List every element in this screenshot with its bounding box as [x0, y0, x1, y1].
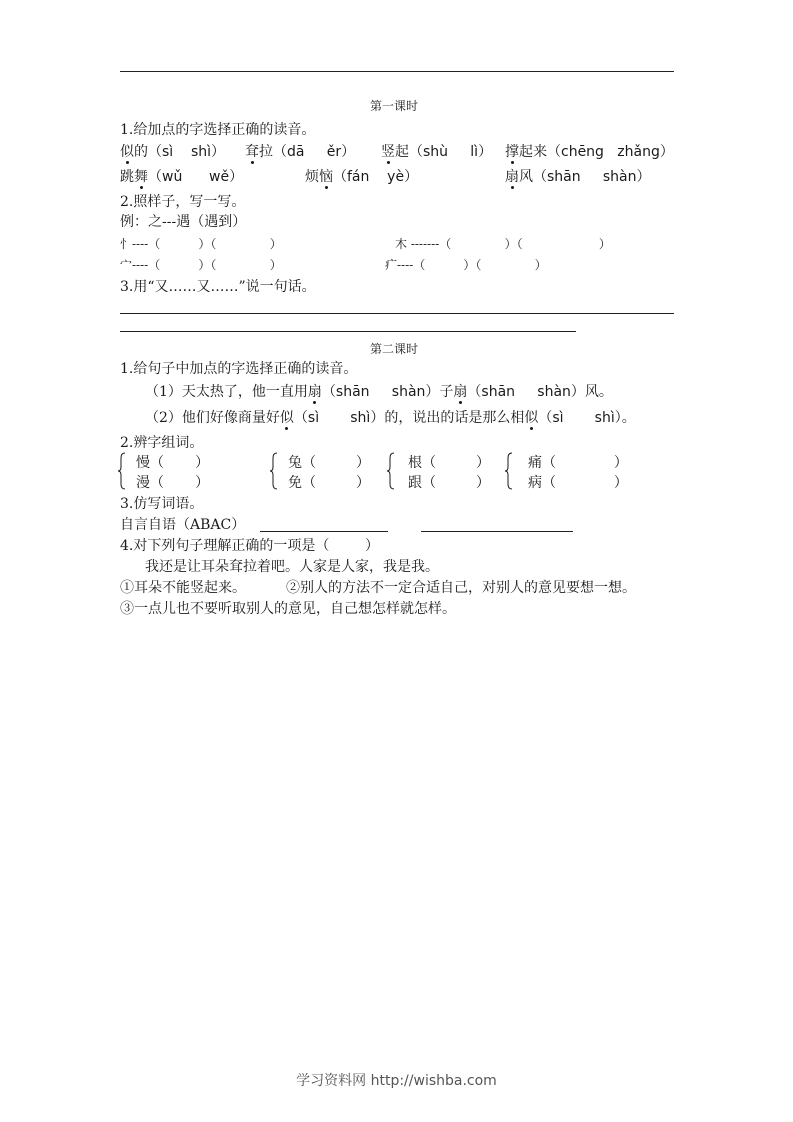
l1q2-row-2: 木 -------（ ）（ ）: [395, 237, 611, 251]
pinyin: fán yè: [347, 169, 405, 185]
answer-line: [120, 313, 674, 314]
l1q1-item-6: [305, 166, 418, 186]
answer-line: [120, 331, 576, 332]
text: 拉（: [259, 144, 287, 160]
text: ）的，说出的话是那么相: [370, 410, 525, 426]
l1q2-row-4: 疒----（ ）（ ）: [385, 258, 547, 272]
l2q2-group4-a: 痛（ ）: [528, 455, 628, 471]
blank-line: [421, 531, 573, 532]
l2q2-group1-b: 漫（ ）: [136, 475, 210, 491]
text: ）子: [425, 384, 454, 400]
lesson1-title: 第一课时: [370, 99, 419, 113]
lesson2-q3-text: 3.仿写词语。: [120, 496, 204, 512]
footer-watermark: 学习资料网 http://wishba.com: [296, 1073, 497, 1089]
pinyin: sì shì: [162, 144, 212, 160]
pinyin: shān shàn: [481, 384, 571, 400]
text: （: [333, 169, 347, 185]
pinyin: shù lì: [423, 144, 479, 160]
text: 起（: [395, 144, 423, 160]
l2q1-sentence-1: [145, 381, 613, 401]
dotted-char: 似: [524, 410, 539, 426]
dotted-char: 扇: [505, 169, 519, 185]
pinyin: chēng zhǎng: [561, 144, 660, 160]
text: ）: [636, 169, 651, 185]
top-rule: [120, 71, 674, 72]
text: （: [467, 384, 482, 400]
l2q2-group2-a: 兔（ ）: [288, 455, 371, 471]
dotted-char: 似: [120, 144, 134, 160]
text: （: [148, 169, 162, 185]
l1q1-item-5: [120, 166, 243, 186]
l2q2-group2-b: 免（ ）: [288, 475, 371, 491]
lesson2-q4-option2: ②别人的方法不一定合适自己，对别人的意见要想一想。: [286, 580, 636, 596]
dotted-char: 恼: [319, 169, 333, 185]
lesson2-q4-option3: ③一点儿也不要听取别人的意见，自己想怎样就怎样。: [120, 601, 456, 617]
l1q1-item-7: [505, 166, 651, 186]
lesson2-q4-text: 4.对下列句子理解正确的一项是（ ）: [120, 538, 379, 554]
brace-icon: [505, 452, 513, 490]
text: 风（: [519, 169, 547, 185]
lesson2-title: 第二课时: [370, 342, 419, 356]
brace-icon: [118, 452, 126, 490]
text: （: [538, 410, 553, 426]
brace-icon: [387, 452, 395, 490]
lesson2-q3-line: 自言自语（ABAC）: [120, 517, 246, 533]
lesson1-q2-example: 例：之---遇（遇到）: [120, 214, 247, 230]
l1q1-item-2: [245, 141, 355, 161]
text: （1）天太热了，他一直用: [145, 384, 308, 400]
text: 的（: [134, 144, 162, 160]
text: （: [321, 384, 336, 400]
l1q2-row-1: 忄----（ ）（ ）: [120, 237, 282, 251]
text: ）: [478, 144, 493, 160]
text: ）: [229, 169, 244, 185]
l2q2-group3-a: 根（ ）: [408, 455, 491, 471]
lesson1-q3-text: 3.用“又……又……”说一句话。: [120, 279, 316, 295]
l1q1-item-3: [381, 141, 492, 161]
l1q2-row-3: 宀----（ ）（ ）: [120, 258, 282, 272]
lesson1-q1-text: 1.给加点的字选择正确的读音。: [120, 122, 316, 138]
text: ）: [341, 144, 356, 160]
dotted-char: 舞: [134, 169, 148, 185]
text: 烦: [305, 169, 319, 185]
lesson2-q2-text: 2.辨字组词。: [120, 435, 204, 451]
l2q2-group1-a: 慢（ ）: [136, 455, 210, 471]
dotted-char: 似: [279, 410, 294, 426]
text: ）。: [614, 410, 636, 426]
l2q1-sentence-2: [145, 407, 636, 427]
dotted-char: 扇: [307, 384, 322, 400]
text: ）: [659, 144, 674, 160]
l2q2-group3-b: 跟（ ）: [408, 475, 491, 491]
text: 跳: [120, 169, 134, 185]
pinyin: wǔ wě: [162, 169, 230, 185]
lesson1-q2-text: 2.照样子，写一写。: [120, 194, 246, 210]
lesson2-q4-option1: ①耳朵不能竖起来。: [120, 580, 246, 596]
dotted-char: 竖: [381, 144, 395, 160]
l1q1-item-1: [120, 141, 225, 161]
blank-line: [260, 531, 388, 532]
pinyin: sì shì: [307, 410, 371, 426]
text: ）风。: [570, 384, 613, 400]
brace-icon: [270, 452, 278, 490]
dotted-char: 扇: [453, 384, 468, 400]
text: ）: [404, 169, 419, 185]
l1q1-item-4: [505, 141, 674, 161]
lesson2-q4-quote: 我还是让耳朵耷拉着吧。人家是人家，我是我。: [145, 559, 439, 575]
pinyin: shān shàn: [547, 169, 637, 185]
l2q2-group4-b: 病（ ）: [528, 475, 628, 491]
text: （2）他们好像商量好: [145, 410, 280, 426]
dotted-char: 撑: [505, 144, 519, 160]
lesson2-q1-text: 1.给句子中加点的字选择正确的读音。: [120, 361, 358, 377]
pinyin: dā ěr: [287, 144, 342, 160]
text: （: [293, 410, 308, 426]
text: 起来（: [519, 144, 561, 160]
dotted-char: 耷: [245, 144, 259, 160]
pinyin: shān shàn: [335, 384, 426, 400]
pinyin: sì shì: [552, 410, 615, 426]
text: ）: [211, 144, 226, 160]
